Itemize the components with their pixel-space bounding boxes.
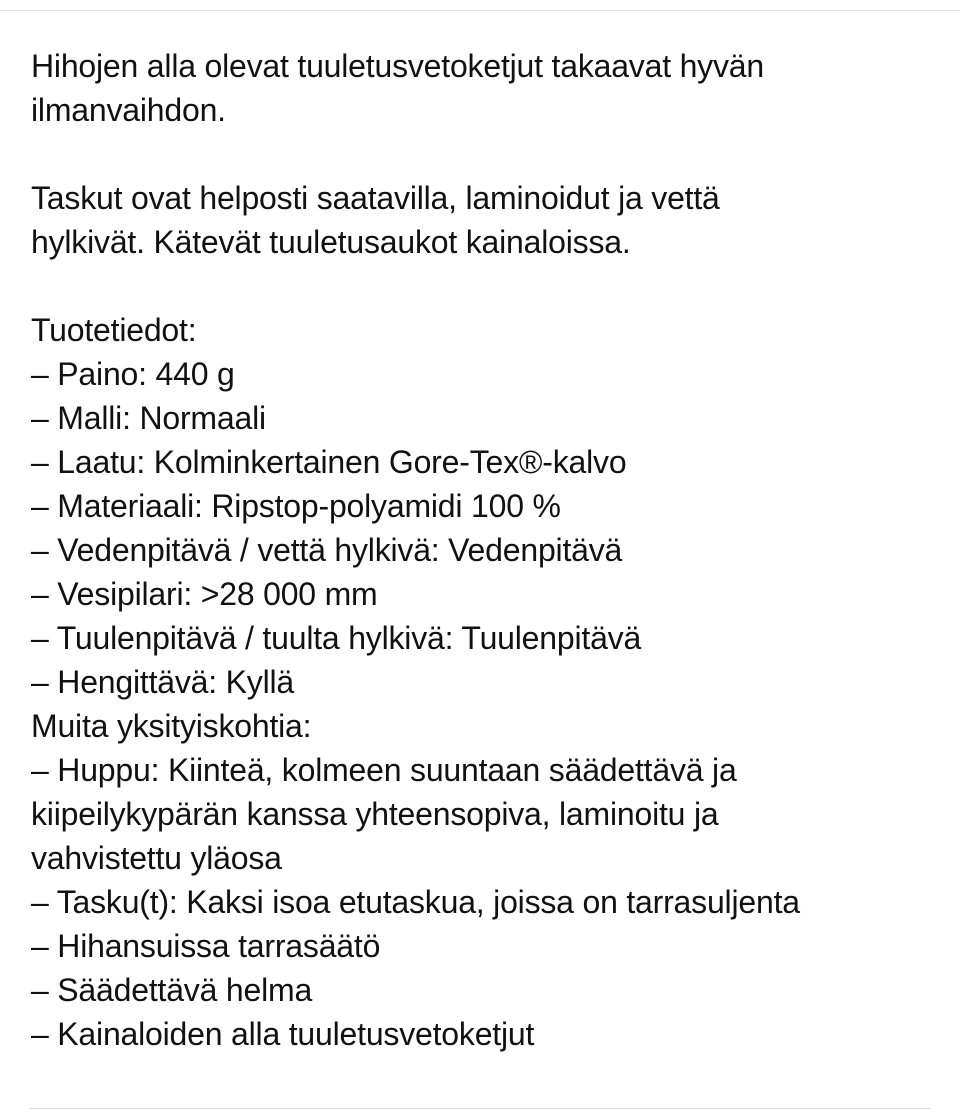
detail-line-hood-cont: kiipeilykypärän kanssa yhteensopiva, laminoitu ja <box>31 796 719 832</box>
product-description <box>31 44 931 1056</box>
detail-line-hood: – Huppu: Kiinteä, kolmeen suuntaan säädettävä ja <box>31 752 737 788</box>
description-paragraph-2 <box>31 176 931 264</box>
bottom-divider <box>30 1108 930 1109</box>
description-paragraph-1 <box>31 44 931 132</box>
paragraph-gap <box>31 264 931 308</box>
detail-line-cuffs: – Hihansuissa tarrasäätö <box>31 928 381 964</box>
spec-item-weight: – Paino: 440 g <box>31 356 235 392</box>
details-heading: Muita yksityiskohtia: <box>31 708 312 744</box>
text-line: Hihojen alla olevat tuuletusvetoketjut takaavat hyvän <box>31 48 764 84</box>
spec-item-windproof: – Tuulenpitävä / tuulta hylkivä: Tuulenpitävä <box>31 620 642 656</box>
spec-item-breathable: – Hengittävä: Kyllä <box>31 664 295 700</box>
spec-item-water-column: – Vesipilari: >28 000 mm <box>31 576 378 612</box>
detail-line-hood-cont: vahvistettu yläosa <box>31 840 282 876</box>
text-line: hylkivät. Kätevät tuuletusaukot kainaloissa. <box>31 224 631 260</box>
paragraph-gap <box>31 132 931 176</box>
spec-item-waterproof: – Vedenpitävä / vettä hylkivä: Vedenpitävä <box>31 532 623 568</box>
text-line: Taskut ovat helposti saatavilla, laminoidut ja vettä <box>31 180 720 216</box>
details-section <box>31 704 931 1056</box>
specs-heading: Tuotetiedot: <box>31 312 197 348</box>
spec-item-fit: – Malli: Normaali <box>31 400 266 436</box>
detail-line-pockets: – Tasku(t): Kaksi isoa etutaskua, joissa on tarrasuljenta <box>31 884 800 920</box>
spec-item-quality: – Laatu: Kolminkertainen Gore-Tex®-kalvo <box>31 444 627 480</box>
spec-item-material: – Materiaali: Ripstop-polyamidi 100 % <box>31 488 561 524</box>
detail-line-underarm-zips: – Kainaloiden alla tuuletusvetoketjut <box>31 1016 535 1052</box>
specs-section <box>31 308 931 704</box>
text-line: ilmanvaihdon. <box>31 92 226 128</box>
top-divider <box>0 10 960 11</box>
detail-line-hem: – Säädettävä helma <box>31 972 313 1008</box>
